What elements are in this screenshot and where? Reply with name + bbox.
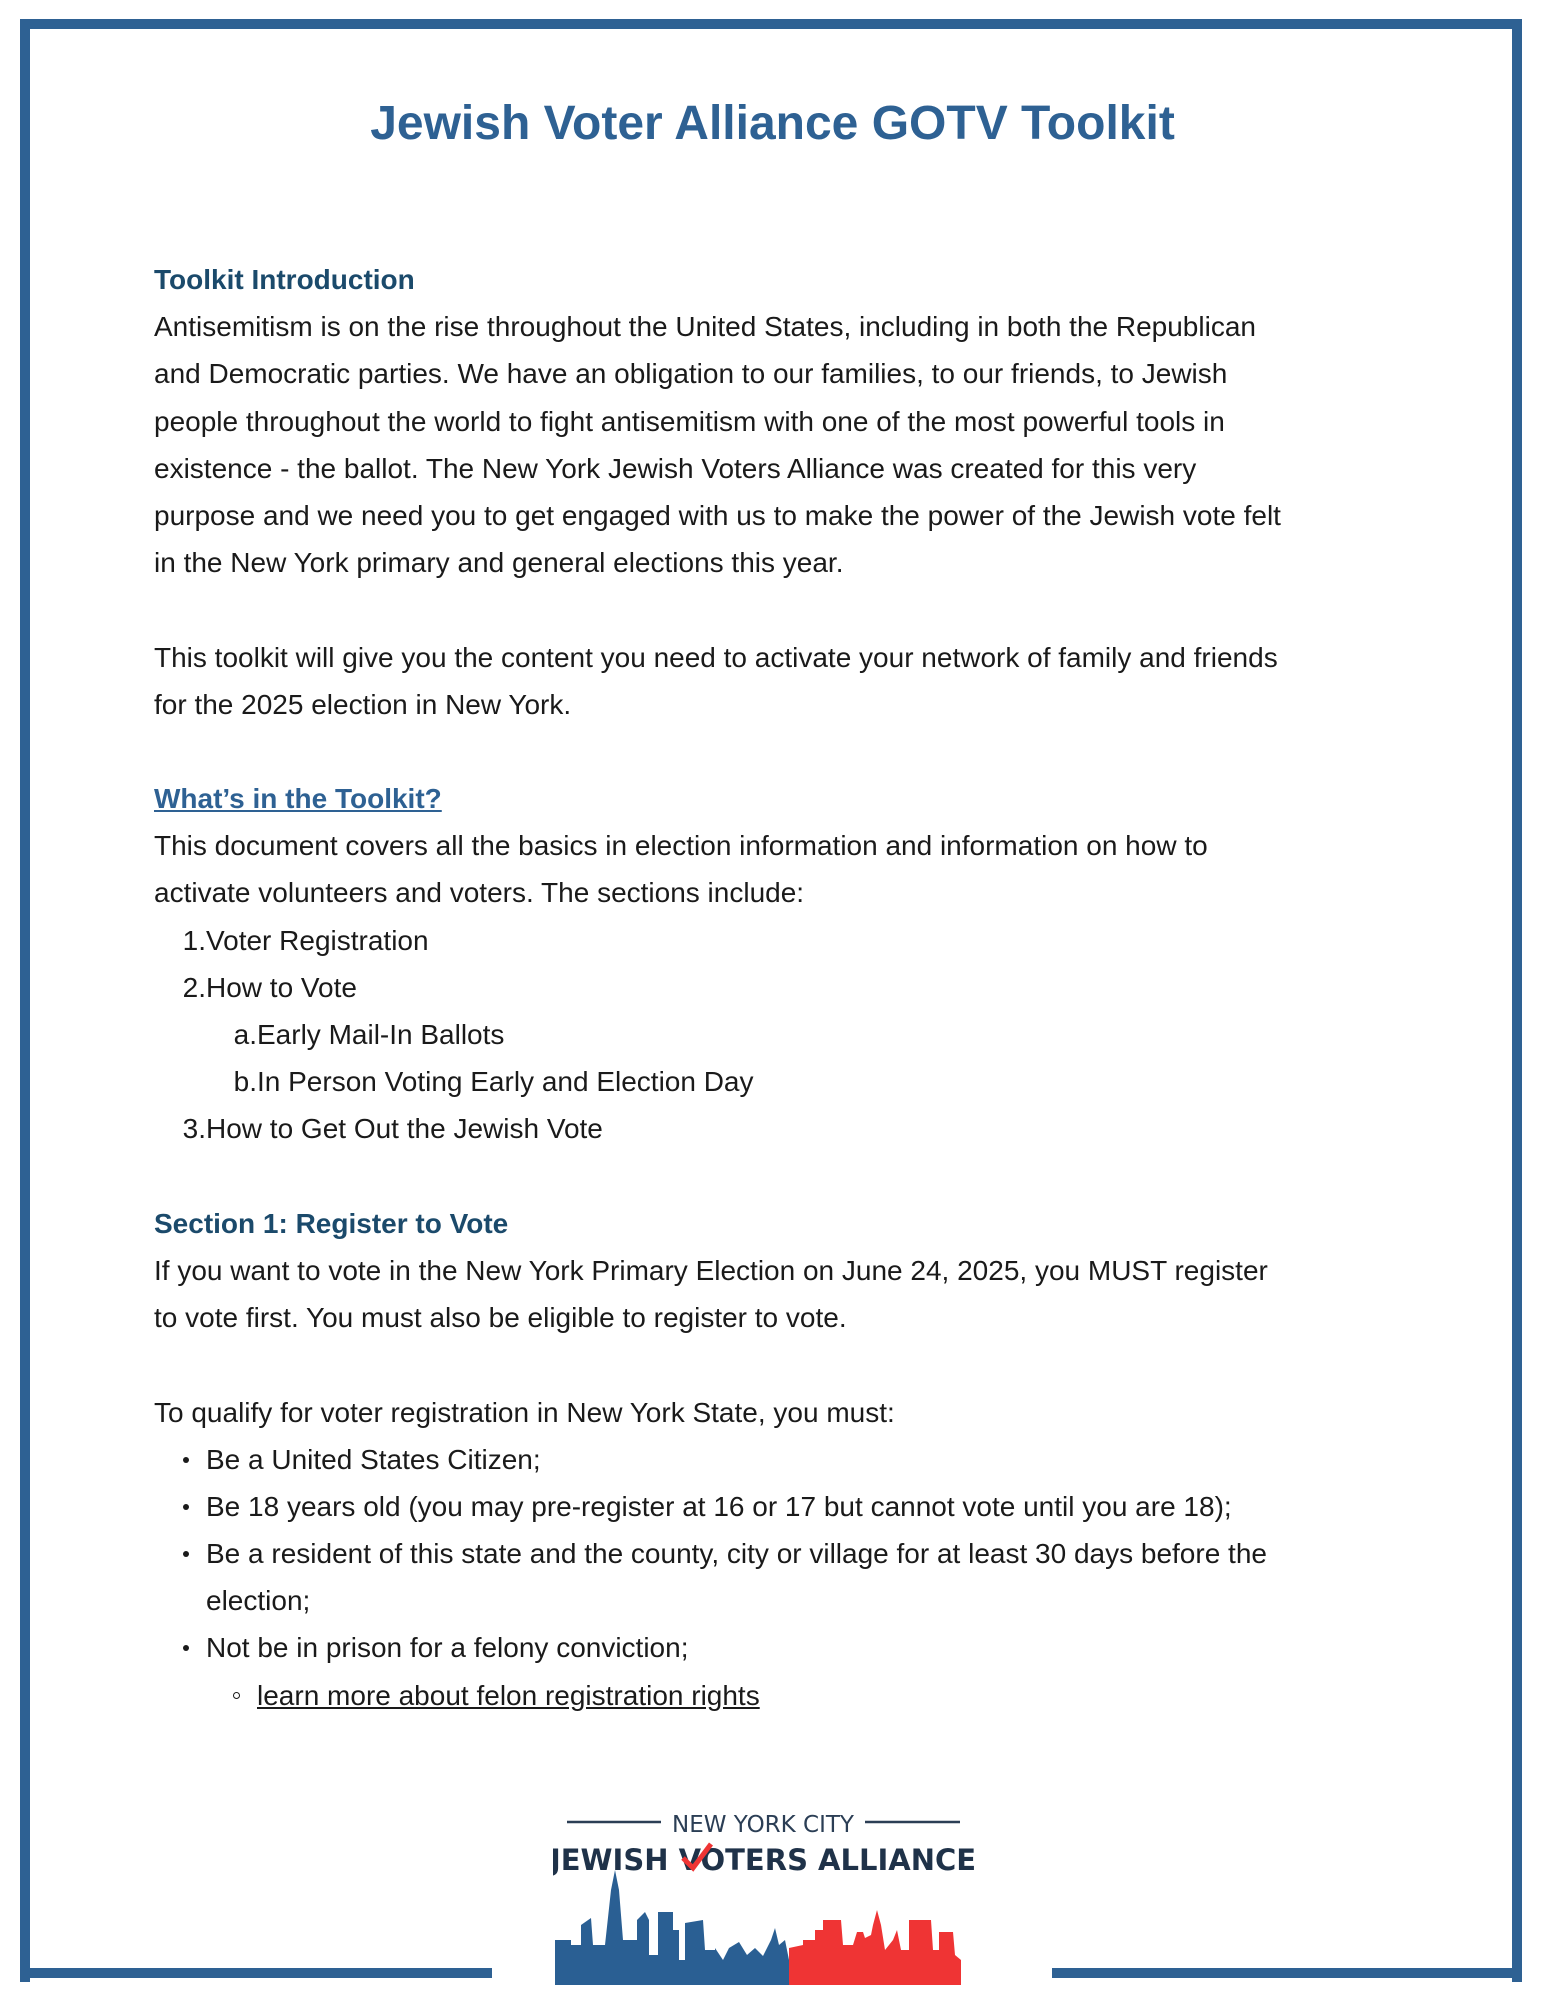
bullet-icon: [154, 1483, 206, 1530]
intro-line: existence - the ballot. The New York Jewish Voters Alliance was created for this very: [154, 452, 1197, 484]
intro-line: This toolkit will give you the content you need to activate your network of family and friends: [154, 641, 1278, 673]
hollow-bullet-icon: [154, 1672, 257, 1719]
intro-heading: Toolkit Introduction: [154, 264, 415, 295]
document-title: Jewish Voter Alliance GOTV Toolkit: [370, 97, 1175, 150]
skyline-blue: [555, 1870, 789, 1985]
skyline-red: [789, 1910, 961, 1985]
section1-heading: Section 1: Register to Vote: [154, 1207, 509, 1239]
whats-in-line: activate volunteers and voters. The sections include:: [154, 877, 805, 909]
sub-bullet-item: [154, 1672, 1394, 1719]
logo-city-text: NEW YORK CITY: [671, 1812, 855, 1838]
page-border-left: [20, 19, 30, 1982]
list-item: 3. How to Get Out the Jewish Vote: [182, 1113, 603, 1145]
qualify-intro: To qualify for voter registration in New York State, you must:: [154, 1396, 895, 1428]
intro-line: for the 2025 election in New York.: [154, 688, 572, 720]
document-body: [154, 256, 1394, 1719]
section1-line: to vote first. You must also be eligible to register to vote.: [154, 1302, 847, 1334]
intro-line: people throughout the world to fight antisemitism with one of the most powerful tools in: [154, 405, 1225, 437]
bullet-icon: [154, 1436, 206, 1483]
logo-main-text: JEWISH VOTERS ALLIANCE: [553, 1843, 977, 1877]
page-border-bottom-left: [20, 1968, 492, 1978]
whats-in-heading-link[interactable]: What’s in the Toolkit?: [154, 783, 442, 815]
list-item: 1. Voter Registration: [182, 924, 429, 956]
page-border-top: [20, 19, 1522, 29]
intro-line: in the New York primary and general elections this year.: [154, 547, 844, 579]
bullet-item: Not be in prison for a felony conviction;: [154, 1624, 1394, 1671]
page-border-bottom-right: [1052, 1968, 1522, 1978]
whats-in-line: This document covers all the basics in election information and information on how to: [154, 830, 1208, 862]
bullet-item-continued: election;: [206, 1585, 311, 1617]
page-border-right: [1512, 19, 1522, 1982]
intro-line: and Democratic parties. We have an obligation to our families, to our friends, to Jewish: [154, 358, 1228, 390]
bullet-icon: [154, 1624, 206, 1671]
list-subitem: b. In Person Voting Early and Election Day: [233, 1066, 754, 1098]
felon-registration-link[interactable]: learn more about felon registration rights: [257, 1679, 760, 1711]
bullet-item: Be a resident of this state and the county, city or village for at least 30 days before the: [154, 1530, 1394, 1577]
section1-line: If you want to vote in the New York Primary Election on June 24, 2025, you MUST register: [154, 1254, 1268, 1286]
bullet-icon: [154, 1530, 206, 1577]
list-subitem: a. Early Mail-In Ballots: [233, 1019, 505, 1050]
intro-line: Antisemitism is on the rise throughout the United States, including in both the Republican: [154, 311, 1256, 343]
bullet-item: Be a United States Citizen;: [154, 1436, 1394, 1483]
bullet-item: Be 18 years old (you may pre-register at 16 or 17 but cannot vote until you are 18);: [154, 1483, 1394, 1530]
list-item: 2. How to Vote: [182, 971, 357, 1003]
nyc-jewish-voters-alliance-logo: [553, 1800, 993, 1985]
intro-line: purpose and we need you to get engaged with us to make the power of the Jewish vote felt: [154, 499, 1281, 531]
